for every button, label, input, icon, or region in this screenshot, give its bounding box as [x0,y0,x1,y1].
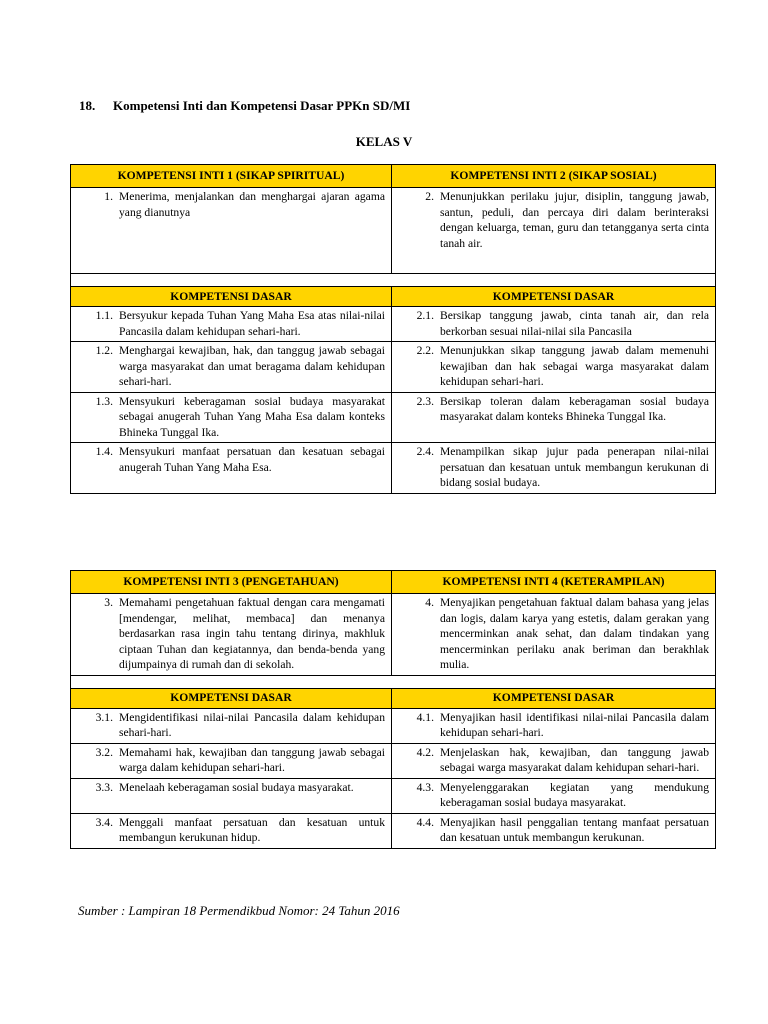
kd-number: 2.1. [416,309,434,322]
kd-number: 3.4. [95,815,113,829]
section-title: Kompetensi Inti dan Kompetensi Dasar PPKn SD/MI [113,98,411,113]
kd-text: Mengidentifikasi nilai-nilai Pancasila dalam kehidupan sehari-hari. [119,710,385,739]
ki2-cell [392,188,716,274]
kd-row [71,778,716,813]
kd-text: Menyelenggarakan kegiatan yang mendukung keberagaman sosial budaya masyarakat. [440,780,709,809]
kd-number: 2.2. [416,344,434,357]
kd-text: Menunjukkan sikap tanggung jawab dalam memenuhi kewajiban dan hak sebagai warga masyarakat dalam kehidupan sehari-hari. [440,344,709,388]
kd-row [71,307,716,342]
ki-text: Memahami pengetahuan faktual dengan cara mengamati [mendengar, melihat, membaca] dan menanya berdasarkan rasa ingin tahu tentang dirinya, makhluk ciptaan Tuhan dan kegiatannya, dan benda-benda yang dijumpainya di rumah dan di sekolah. [119,596,385,671]
ki-text: Menyajikan pengetahuan faktual dalam bahasa yang jelas dan logis, dalam karya yang estetis, dalam gerakan yang mencerminkan anak sehat, dan dalam tindakan yang mencerminkan perilaku anak beriman dan berakhlak mulia. [440,596,709,671]
kd-number: 1.1. [95,309,113,322]
competency-table-2 [70,570,716,849]
kd-text: Menjelaskan hak, kewajiban, dan tanggung jawab sebagai warga masyarakat dalam kehidupan sehari-hari. [440,745,709,774]
ki-text: Menerima, menjalankan dan menghargai ajaran agama yang dianutnya [119,190,385,219]
kd-row [71,342,716,393]
kd-header: KOMPETENSI DASAR [71,688,392,708]
class-title: KELAS V [355,134,413,149]
kd-number: 4.3. [416,780,434,794]
kd-number: 4.2. [416,745,434,759]
ki1-cell [71,188,392,274]
competency-table-1 [70,164,716,494]
kd-text: Mensyukuri keberagaman sosial budaya masyarakat sebagai anugerah Tuhan Yang Maha Esa dalam konteks Bhineka Tunggal Ika. [119,394,385,439]
kd-header: KOMPETENSI DASAR [392,287,716,307]
kd-row [71,708,716,743]
kd-row [71,392,716,443]
kd-text: Menelaah keberagaman sosial budaya masyarakat. [119,780,354,794]
ki-text: Menunjukkan perilaku jujur, disiplin, tanggung jawab, santun, peduli, dan percaya diri dalam berinteraksi dengan keluarga, teman, guru dan tetangganya serta cinta tanah air. [440,190,709,250]
kd-text: Bersikap tanggung jawab, cinta tanah air, dan rela berkorban sesuai nilai-nilai sila Pancasila [440,309,709,338]
kd-number: 4.4. [416,815,434,829]
kd-text: Menyajikan hasil identifikasi nilai-nilai Pancasila dalam kehidupan sehari-hari. [440,710,709,739]
table-spacer [71,675,716,688]
kd-header: KOMPETENSI DASAR [71,287,392,307]
kd-header: KOMPETENSI DASAR [392,688,716,708]
kd-number: 3.1. [95,710,113,724]
kd-text: Menggali manfaat persatuan dan kesatuan untuk membangun kerukunan hidup. [119,815,385,844]
kd-number: 4.1. [416,710,434,724]
kd-text: Memahami hak, kewajiban dan tanggung jawab sebagai warga dalam kehidupan sehari-hari. [119,745,385,774]
ki2-header: KOMPETENSI INTI 2 (SIKAP SOSIAL) [392,165,716,188]
kd-number: 3.2. [95,745,113,759]
kd-number: 3.3. [95,780,113,794]
kd-number: 1.4. [95,445,113,458]
ki-number: 3. [104,596,113,609]
kd-text: Menampilkan sikap jujur pada penerapan nilai-nilai persatuan dan kesatuan untuk membangun kerukunan di bidang sosial budaya. [440,445,709,489]
kd-text: Menyajikan hasil penggalian tentang manfaat persatuan dan kesatuan untuk membangun kerukunan. [440,815,709,844]
kd-number: 2.3. [416,394,434,408]
ki1-header: KOMPETENSI INTI 1 (SIKAP SPIRITUAL) [71,165,392,188]
kd-number: 2.4. [416,445,434,458]
ki-number: 1. [104,190,113,203]
section-number: 18. [79,98,96,113]
ki3-header: KOMPETENSI INTI 3 (PENGETAHUAN) [71,571,392,594]
kd-text: Bersyukur kepada Tuhan Yang Maha Esa atas nilai-nilai Pancasila dalam kehidupan sehari-hari. [119,309,385,338]
kd-number: 1.3. [95,394,113,408]
source-note: Sumber : Lampiran 18 Permendikbud Nomor: 24 Tahun 2016 [78,903,400,918]
table-spacer [71,274,716,287]
ki4-header: KOMPETENSI INTI 4 (KETERAMPILAN) [392,571,716,594]
kd-text: Bersikap toleran dalam keberagaman sosial budaya masyarakat dalam konteks Bhineka Tunggal Ika. [440,394,709,423]
ki-number: 4. [425,596,434,609]
ki4-cell [392,594,716,676]
ki3-cell [71,594,392,676]
kd-row [71,813,716,848]
kd-text: Menghargai kewajiban, hak, dan tanggug jawab sebagai warga masyarakat dan umat beragama dalam kehidupan sehari-hari. [119,344,385,388]
kd-text: Mensyukuri manfaat persatuan dan kesatuan sebagai anugerah Tuhan Yang Maha Esa. [119,445,385,474]
kd-row [71,743,716,778]
kd-row [71,443,716,494]
section-heading [79,98,410,114]
ki-number: 2. [425,190,434,203]
kd-number: 1.2. [95,344,113,357]
